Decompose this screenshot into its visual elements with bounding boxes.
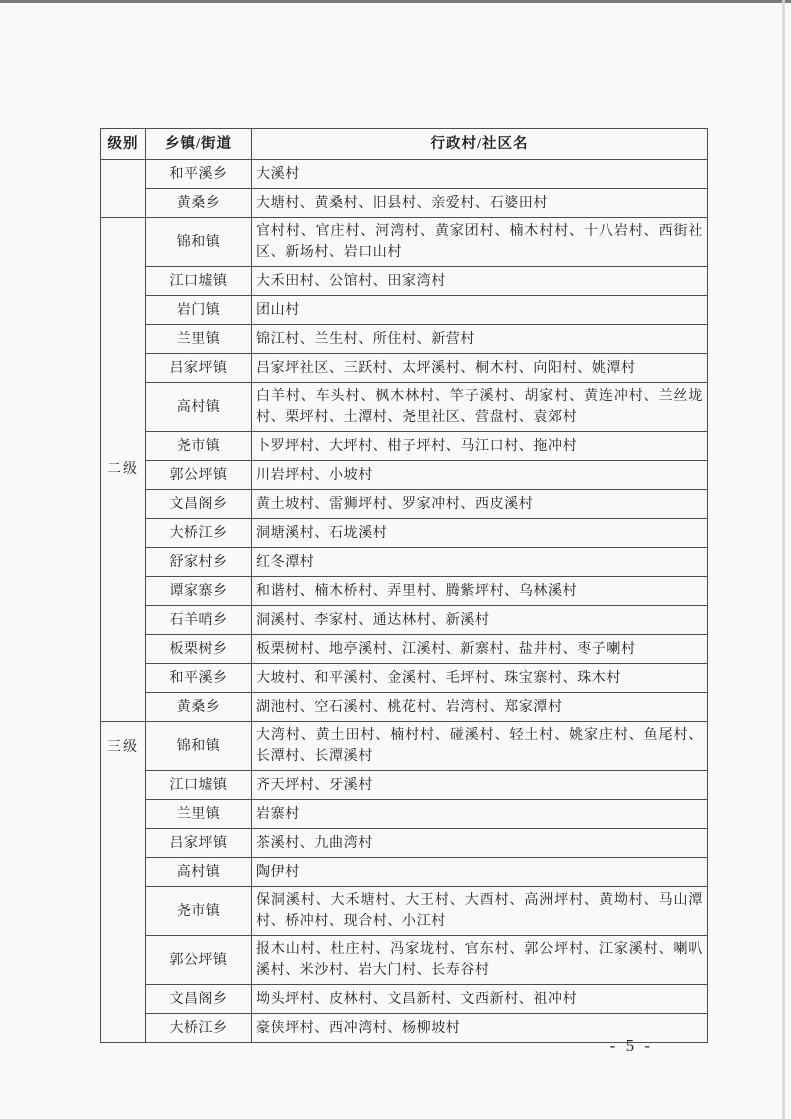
villages-cell: 大溪村: [252, 160, 708, 189]
table-row: [101, 354, 708, 383]
township-cell: 文昌阁乡: [146, 490, 252, 519]
township-cell: 高村镇: [146, 383, 252, 432]
scan-edge-top-artifact: [0, 0, 791, 3]
table-row: [101, 218, 708, 267]
table-row: [101, 829, 708, 858]
villages-cell: 吕家坪社区、三跃村、太坪溪村、桐木村、向阳村、姚潭村: [252, 354, 708, 383]
villages-cell: 卜罗坪村、大坪村、柑子坪村、马江口村、拖冲村: [252, 432, 708, 461]
villages-cell: 洞溪村、李家村、通达林村、新溪村: [252, 606, 708, 635]
township-cell: 锦和镇: [146, 218, 252, 267]
township-cell: 黄桑乡: [146, 189, 252, 218]
level-cell: 二级: [101, 218, 146, 722]
table-row: [101, 635, 708, 664]
table-row: [101, 664, 708, 693]
township-cell: 岩门镇: [146, 296, 252, 325]
villages-cell: 大坡村、和平溪村、金溪村、毛坪村、珠宝寨村、珠木村: [252, 664, 708, 693]
villages-cell: 齐天坪村、牙溪村: [252, 771, 708, 800]
table-row: [101, 936, 708, 985]
table-row: [101, 519, 708, 548]
township-cell: 吕家坪镇: [146, 829, 252, 858]
township-cell: 江口墟镇: [146, 267, 252, 296]
villages-cell: 和谐村、楠木桥村、弄里村、腾紫坪村、乌林溪村: [252, 577, 708, 606]
villages-cell: 黄土坡村、雷狮坪村、罗家冲村、西皮溪村: [252, 490, 708, 519]
township-cell: 郭公坪镇: [146, 936, 252, 985]
villages-cell: 白羊村、车头村、枫木林村、竿子溪村、胡家村、黄连冲村、兰丝垅村、栗坪村、土潭村、尧里社区、营盘村、袁郊村: [252, 383, 708, 432]
township-cell: 尧市镇: [146, 432, 252, 461]
township-cell: 石羊哨乡: [146, 606, 252, 635]
village-level-table: [100, 128, 708, 1043]
table-row: [101, 887, 708, 936]
township-cell: 和平溪乡: [146, 664, 252, 693]
header-township: 乡镇/街道: [146, 129, 252, 160]
table-row: [101, 606, 708, 635]
header-level: 级别: [101, 129, 146, 160]
township-cell: 吕家坪镇: [146, 354, 252, 383]
villages-cell: 川岩坪村、小坡村: [252, 461, 708, 490]
township-cell: 黄桑乡: [146, 693, 252, 722]
township-cell: 文昌阁乡: [146, 985, 252, 1014]
township-cell: 舒家村乡: [146, 548, 252, 577]
table-row: [101, 858, 708, 887]
villages-cell: 茶溪村、九曲湾村: [252, 829, 708, 858]
table-row: [101, 985, 708, 1014]
villages-cell: 洞塘溪村、石垅溪村: [252, 519, 708, 548]
township-cell: 高村镇: [146, 858, 252, 887]
scan-edge-right-artifact: [782, 0, 785, 1119]
table-row: [101, 383, 708, 432]
table-row: [101, 722, 708, 771]
township-cell: 和平溪乡: [146, 160, 252, 189]
villages-cell: 保洞溪村、大禾塘村、大王村、大酉村、高洲坪村、黄坳村、马山潭村、桥冲村、现合村、小江村: [252, 887, 708, 936]
villages-cell: 大湾村、黄土田村、楠村村、碰溪村、轻土村、姚家庄村、鱼尾村、长潭村、长潭溪村: [252, 722, 708, 771]
villages-cell: 报木山村、杜庄村、冯家垅村、官东村、郭公坪村、江家溪村、喇叭溪村、米沙村、岩大门村、长寿谷村: [252, 936, 708, 985]
table-row: [101, 693, 708, 722]
township-cell: 大桥江乡: [146, 519, 252, 548]
villages-cell: 板栗树村、地亭溪村、江溪村、新寨村、盐井村、枣子喇村: [252, 635, 708, 664]
table-row: [101, 800, 708, 829]
table-row: [101, 189, 708, 218]
header-villages: 行政村/社区名: [252, 129, 708, 160]
table-header-row: [101, 129, 708, 160]
township-cell: 谭家寨乡: [146, 577, 252, 606]
table-row: [101, 325, 708, 354]
township-cell: 尧市镇: [146, 887, 252, 936]
township-cell: 大桥江乡: [146, 1014, 252, 1043]
township-cell: 兰里镇: [146, 800, 252, 829]
township-cell: 郭公坪镇: [146, 461, 252, 490]
township-cell: 江口墟镇: [146, 771, 252, 800]
level-cell: [101, 160, 146, 218]
township-cell: 锦和镇: [146, 722, 252, 771]
table-row: [101, 432, 708, 461]
villages-cell: 岩寨村: [252, 800, 708, 829]
table-row: [101, 490, 708, 519]
table-row: [101, 296, 708, 325]
villages-cell: 大塘村、黄桑村、旧县村、亲爱村、石婆田村: [252, 189, 708, 218]
villages-cell: 官村村、官庄村、河湾村、黄家团村、楠木村村、十八岩村、西街社区、新场村、岩口山村: [252, 218, 708, 267]
table-row: [101, 461, 708, 490]
level-cell: 三级: [101, 722, 146, 1043]
table-row: [101, 548, 708, 577]
table-row: [101, 267, 708, 296]
villages-cell: 坳头坪村、皮林村、文昌新村、文西新村、祖冲村: [252, 985, 708, 1014]
villages-cell: 湖池村、空石溪村、桃花村、岩湾村、郑家潭村: [252, 693, 708, 722]
villages-cell: 锦江村、兰生村、所住村、新营村: [252, 325, 708, 354]
villages-cell: 大禾田村、公馆村、田家湾村: [252, 267, 708, 296]
table-row: [101, 577, 708, 606]
villages-cell: 红冬潭村: [252, 548, 708, 577]
township-cell: 板栗树乡: [146, 635, 252, 664]
villages-cell: 团山村: [252, 296, 708, 325]
villages-cell: 陶伊村: [252, 858, 708, 887]
villages-cell: 豪侠坪村、西冲湾村、杨柳坡村: [252, 1014, 708, 1043]
table-row: [101, 160, 708, 189]
table-row: [101, 771, 708, 800]
township-cell: 兰里镇: [146, 325, 252, 354]
page-number: - 5 -: [609, 1036, 653, 1055]
